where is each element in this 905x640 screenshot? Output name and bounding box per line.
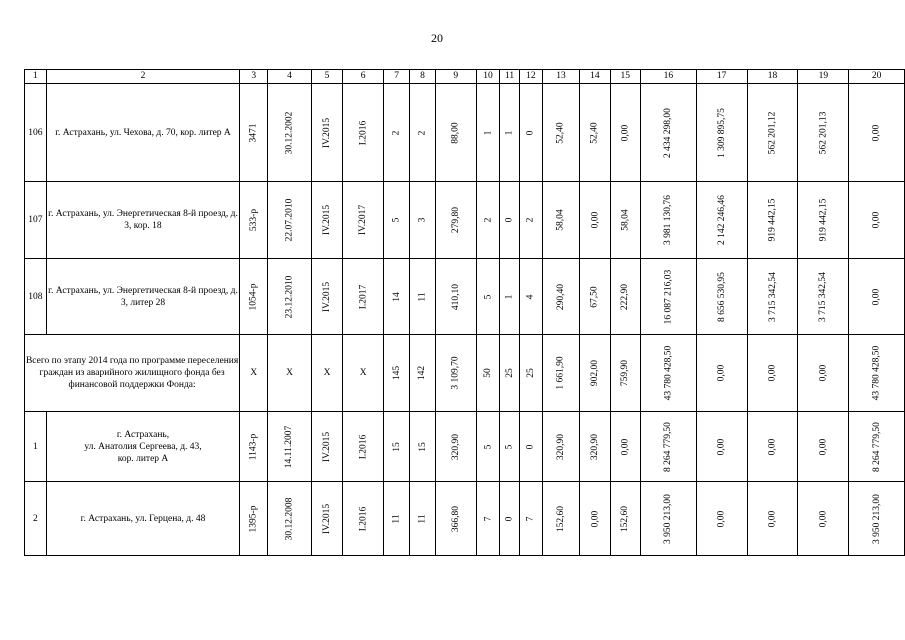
planned-start: IV.2015 bbox=[322, 431, 333, 462]
value-cell: 52,40 bbox=[556, 121, 566, 144]
table-cell bbox=[798, 259, 849, 335]
table-cell bbox=[580, 259, 610, 335]
value-cell: 562 201,13 bbox=[818, 111, 829, 154]
header-cell: 8 bbox=[410, 70, 436, 84]
table-cell bbox=[476, 335, 500, 412]
address-line: ул. Анатолия Сергеева, д. 43, bbox=[84, 441, 202, 452]
value-cell: 0,00 bbox=[620, 124, 631, 141]
table-cell bbox=[500, 482, 520, 556]
value-cell: 15 bbox=[391, 441, 402, 452]
planned-end: I.2017 bbox=[358, 284, 369, 309]
table-cell bbox=[542, 482, 579, 556]
row-number: 107 bbox=[25, 182, 47, 259]
address-cell: г. Астрахань, ул. Чехова, д. 70, кор. литер А bbox=[46, 84, 239, 182]
value-cell: 52,40 bbox=[589, 121, 600, 144]
planned-start: IV.2015 bbox=[322, 503, 333, 534]
table-cell bbox=[343, 84, 384, 182]
header-cell: 9 bbox=[435, 70, 476, 84]
address-line: г. Астрахань, bbox=[116, 429, 170, 440]
table-cell bbox=[747, 259, 798, 335]
value-cell: X bbox=[359, 368, 367, 378]
header-cell: 1 bbox=[25, 70, 47, 84]
header-cell: 10 bbox=[476, 70, 500, 84]
value-cell: 3 950 213,00 bbox=[663, 493, 674, 544]
table-cell bbox=[268, 259, 312, 335]
value-cell: 3 715 342,54 bbox=[818, 271, 829, 322]
table-cell bbox=[410, 259, 436, 335]
value-cell: 7 bbox=[525, 516, 536, 521]
table-cell bbox=[747, 482, 798, 556]
table-cell bbox=[343, 482, 384, 556]
table-cell bbox=[798, 412, 849, 482]
value-cell: 320,90 bbox=[556, 433, 566, 460]
value-cell: 152,60 bbox=[620, 505, 631, 532]
table-cell bbox=[747, 412, 798, 482]
table-cell bbox=[240, 259, 268, 335]
page-number: 20 bbox=[431, 31, 443, 45]
value-cell: 562 201,12 bbox=[767, 111, 778, 154]
table-cell bbox=[696, 335, 747, 412]
table-cell bbox=[268, 412, 312, 482]
table-cell bbox=[343, 259, 384, 335]
value-cell: 3 bbox=[417, 217, 428, 223]
value-cell: 0,00 bbox=[589, 510, 600, 527]
table-cell bbox=[311, 84, 342, 182]
table-cell bbox=[240, 84, 268, 182]
table-cell bbox=[435, 412, 476, 482]
value-cell: 0,00 bbox=[716, 364, 727, 382]
table-cell bbox=[610, 259, 640, 335]
value-cell: 43 780 428,50 bbox=[663, 345, 674, 401]
table-cell bbox=[542, 335, 579, 412]
value-cell: 0,00 bbox=[871, 211, 882, 229]
header-cell: 19 bbox=[798, 70, 849, 84]
table-cell bbox=[519, 412, 542, 482]
header-cell: 20 bbox=[849, 70, 905, 84]
value-cell: 919 442,15 bbox=[818, 198, 829, 242]
table-cell bbox=[343, 335, 384, 412]
header-cell: 2 bbox=[46, 70, 239, 84]
header-cell: 3 bbox=[240, 70, 268, 84]
table-cell bbox=[476, 259, 500, 335]
table-cell bbox=[476, 482, 500, 556]
table-cell bbox=[580, 482, 610, 556]
table-cell bbox=[641, 482, 697, 556]
row-number: 1 bbox=[25, 412, 47, 482]
table-cell bbox=[311, 259, 342, 335]
value-cell: 0,00 bbox=[818, 510, 829, 527]
table-cell bbox=[798, 482, 849, 556]
table-cell bbox=[268, 84, 312, 182]
planned-end: I.2016 bbox=[358, 434, 369, 459]
table-cell bbox=[435, 482, 476, 556]
value-cell: 5 bbox=[391, 217, 402, 223]
table-cell bbox=[410, 335, 436, 412]
value-cell: 1 309 895,75 bbox=[716, 107, 727, 158]
table-cell bbox=[384, 182, 410, 259]
value-cell: 11 bbox=[417, 291, 428, 302]
table-cell bbox=[542, 182, 579, 259]
table-cell bbox=[610, 482, 640, 556]
table-row bbox=[25, 182, 905, 259]
table-cell bbox=[343, 182, 384, 259]
planned-start: IV.2015 bbox=[322, 117, 333, 148]
table-row bbox=[25, 84, 905, 182]
value-cell: 2 bbox=[525, 217, 536, 223]
table-cell bbox=[849, 259, 905, 335]
table-cell bbox=[696, 482, 747, 556]
header-cell: 4 bbox=[268, 70, 312, 84]
value-cell: 2 434 298,00 bbox=[663, 107, 674, 158]
header-cell: 16 bbox=[641, 70, 697, 84]
table-cell bbox=[410, 84, 436, 182]
decision-date: 23.12.2010 bbox=[284, 275, 295, 318]
value-cell: 0,00 bbox=[767, 438, 778, 455]
table-cell bbox=[435, 259, 476, 335]
value-cell: 67,50 bbox=[589, 285, 600, 308]
address-cell: г. Астрахань, ул. Герцена, д. 48 bbox=[46, 482, 239, 556]
table-cell bbox=[747, 335, 798, 412]
decision-number: 1143-р bbox=[248, 433, 259, 460]
table-cell bbox=[500, 412, 520, 482]
value-cell: 58,04 bbox=[556, 209, 566, 231]
row-number: 108 bbox=[25, 259, 47, 335]
value-cell: 14 bbox=[391, 291, 402, 302]
table-cell bbox=[798, 182, 849, 259]
table-cell bbox=[696, 182, 747, 259]
table-cell bbox=[240, 482, 268, 556]
table-cell bbox=[476, 182, 500, 259]
table-cell bbox=[435, 84, 476, 182]
value-cell: 290,40 bbox=[556, 283, 566, 310]
value-cell: 8 264 779,50 bbox=[663, 421, 674, 472]
value-cell: X bbox=[250, 368, 258, 378]
value-cell: 0,00 bbox=[871, 124, 882, 141]
table-cell bbox=[519, 335, 542, 412]
value-cell: 0,00 bbox=[716, 438, 727, 455]
decision-date: 30.12.2008 bbox=[284, 497, 295, 540]
value-cell: 2 bbox=[417, 130, 428, 135]
value-cell: 0,00 bbox=[620, 438, 631, 455]
value-cell: 2 bbox=[483, 217, 493, 223]
table-cell bbox=[580, 412, 610, 482]
header-cell: 11 bbox=[500, 70, 520, 84]
table-cell bbox=[410, 482, 436, 556]
address-cell bbox=[46, 412, 239, 482]
value-cell: 0,00 bbox=[818, 438, 829, 455]
total-label: Всего по этапу 2014 года по программе переселения граждан из аварийного жилищного фонда без финансовой поддержки Фонда: bbox=[25, 335, 240, 412]
value-cell: X bbox=[286, 368, 293, 378]
table-cell bbox=[500, 182, 520, 259]
decision-date: 14.11.2007 bbox=[284, 425, 295, 468]
value-cell: 25 bbox=[504, 368, 515, 378]
table-cell bbox=[343, 412, 384, 482]
value-cell: 222,90 bbox=[620, 283, 631, 310]
value-cell: 2 bbox=[391, 130, 402, 135]
table-cell bbox=[311, 335, 342, 412]
table-cell bbox=[384, 335, 410, 412]
table-cell bbox=[849, 182, 905, 259]
resettlement-table bbox=[24, 69, 905, 556]
table-cell bbox=[311, 182, 342, 259]
value-cell: 919 442,15 bbox=[767, 198, 778, 242]
address-cell: г. Астрахань, ул. Энергетическая 8-й проезд, д. 3, литер 28 bbox=[46, 259, 239, 335]
table-cell bbox=[519, 84, 542, 182]
table-cell bbox=[747, 182, 798, 259]
table-cell bbox=[311, 482, 342, 556]
value-cell: X bbox=[323, 368, 331, 378]
table-cell bbox=[384, 259, 410, 335]
value-cell: 152,60 bbox=[556, 505, 566, 532]
value-cell: 0,00 bbox=[767, 510, 778, 527]
row-number: 2 bbox=[25, 482, 47, 556]
value-cell: 1 661,90 bbox=[556, 356, 566, 390]
table-cell bbox=[311, 412, 342, 482]
value-cell: 902,00 bbox=[589, 359, 600, 387]
table-cell bbox=[476, 84, 500, 182]
table-cell bbox=[610, 182, 640, 259]
table-cell bbox=[500, 335, 520, 412]
table-cell bbox=[435, 182, 476, 259]
decision-number: 1054-р bbox=[248, 283, 259, 310]
value-cell: 320,90 bbox=[589, 433, 600, 460]
table-cell bbox=[641, 259, 697, 335]
table-cell bbox=[240, 335, 268, 412]
value-cell: 0 bbox=[504, 217, 515, 223]
value-cell: 0,00 bbox=[818, 364, 829, 382]
value-cell: 58,04 bbox=[620, 209, 631, 231]
table-cell bbox=[384, 84, 410, 182]
address-cell: г. Астрахань, ул. Энергетическая 8-й проезд, д. 3, кор. 18 bbox=[46, 182, 239, 259]
table-cell bbox=[696, 84, 747, 182]
table-row bbox=[25, 412, 905, 482]
value-cell: 7 bbox=[483, 516, 493, 521]
value-cell: 3 981 130,76 bbox=[663, 195, 674, 245]
table-cell bbox=[641, 412, 697, 482]
value-cell: 0,00 bbox=[716, 510, 727, 527]
table-cell bbox=[580, 182, 610, 259]
header-cell: 12 bbox=[519, 70, 542, 84]
decision-date: 22.07.2010 bbox=[284, 198, 295, 242]
table-cell bbox=[849, 482, 905, 556]
table-cell bbox=[435, 335, 476, 412]
table-cell bbox=[542, 412, 579, 482]
value-cell: 410,10 bbox=[450, 283, 461, 310]
total-row bbox=[25, 335, 905, 412]
decision-number: 1395-р bbox=[248, 505, 259, 532]
value-cell: 2 142 246,46 bbox=[716, 195, 727, 245]
table-cell bbox=[500, 84, 520, 182]
value-cell: 50 bbox=[483, 368, 493, 378]
table-cell bbox=[849, 84, 905, 182]
table-cell bbox=[519, 182, 542, 259]
header-cell: 5 bbox=[311, 70, 342, 84]
value-cell: 3 950 213,00 bbox=[871, 493, 882, 544]
table-cell bbox=[268, 482, 312, 556]
planned-end: IV.2017 bbox=[358, 204, 369, 236]
value-cell: 15 bbox=[417, 441, 428, 452]
header-cell: 13 bbox=[542, 70, 579, 84]
table-cell bbox=[641, 335, 697, 412]
value-cell: 759,90 bbox=[620, 359, 631, 387]
table-cell bbox=[580, 84, 610, 182]
value-cell: 0,00 bbox=[589, 211, 600, 229]
table-cell bbox=[268, 335, 312, 412]
value-cell: 0 bbox=[504, 516, 515, 521]
table-cell bbox=[268, 182, 312, 259]
table-cell bbox=[747, 84, 798, 182]
value-cell: 1 bbox=[504, 294, 515, 299]
table-cell bbox=[798, 335, 849, 412]
value-cell: 3 715 342,54 bbox=[767, 271, 778, 322]
table-row bbox=[25, 482, 905, 556]
value-cell: 88,00 bbox=[450, 121, 461, 144]
decision-number: 533-р bbox=[248, 208, 259, 232]
planned-end: I.2016 bbox=[358, 120, 369, 145]
value-cell: 5 bbox=[504, 444, 515, 449]
table-cell bbox=[410, 182, 436, 259]
value-cell: 0 bbox=[525, 130, 536, 135]
value-cell: 320,90 bbox=[450, 433, 461, 460]
value-cell: 3 109,70 bbox=[450, 356, 461, 390]
header-cell: 18 bbox=[747, 70, 798, 84]
header-cell: 17 bbox=[696, 70, 747, 84]
table-cell bbox=[384, 412, 410, 482]
planned-start: IV.2015 bbox=[322, 281, 333, 312]
table-cell bbox=[580, 335, 610, 412]
table-cell bbox=[641, 84, 697, 182]
table-cell bbox=[384, 482, 410, 556]
table-cell bbox=[410, 412, 436, 482]
value-cell: 8 656 530,95 bbox=[716, 271, 727, 322]
value-cell: 1 bbox=[504, 130, 515, 135]
table-cell bbox=[641, 182, 697, 259]
value-cell: 279,80 bbox=[450, 206, 461, 234]
table-cell bbox=[519, 482, 542, 556]
row-number: 106 bbox=[25, 84, 47, 182]
header-cell: 14 bbox=[580, 70, 610, 84]
value-cell: 142 bbox=[417, 365, 428, 381]
table-cell bbox=[849, 335, 905, 412]
value-cell: 5 bbox=[483, 444, 493, 449]
value-cell: 43 780 428,50 bbox=[871, 345, 882, 401]
value-cell: 11 bbox=[417, 513, 428, 524]
value-cell: 1 bbox=[483, 130, 493, 135]
value-cell: 366,80 bbox=[450, 505, 461, 532]
table-cell bbox=[542, 259, 579, 335]
table-cell bbox=[610, 412, 640, 482]
value-cell: 145 bbox=[391, 365, 402, 381]
value-cell: 0,00 bbox=[767, 364, 778, 382]
header-cell: 7 bbox=[384, 70, 410, 84]
table-cell bbox=[240, 182, 268, 259]
value-cell: 16 087 216,03 bbox=[663, 269, 674, 324]
table-cell bbox=[240, 412, 268, 482]
planned-start: IV.2015 bbox=[322, 204, 333, 236]
table-cell bbox=[610, 84, 640, 182]
planned-end: I.2016 bbox=[358, 506, 369, 531]
header-row bbox=[25, 70, 905, 84]
table-cell bbox=[476, 412, 500, 482]
table-cell bbox=[849, 412, 905, 482]
header-cell: 6 bbox=[343, 70, 384, 84]
decision-number: 3471 bbox=[248, 123, 259, 142]
table-row bbox=[25, 259, 905, 335]
table-cell bbox=[519, 259, 542, 335]
value-cell: 25 bbox=[525, 368, 536, 378]
value-cell: 0,00 bbox=[871, 288, 882, 305]
table-cell bbox=[500, 259, 520, 335]
value-cell: 0 bbox=[525, 444, 536, 449]
header-cell: 15 bbox=[610, 70, 640, 84]
decision-date: 30.12.2002 bbox=[284, 111, 295, 154]
table-cell bbox=[696, 259, 747, 335]
value-cell: 8 264 779,50 bbox=[871, 421, 882, 472]
value-cell: 4 bbox=[525, 294, 536, 299]
table-cell bbox=[542, 84, 579, 182]
table-cell bbox=[696, 412, 747, 482]
table-cell bbox=[798, 84, 849, 182]
value-cell: 5 bbox=[483, 294, 493, 299]
table-cell bbox=[610, 335, 640, 412]
value-cell: 11 bbox=[391, 513, 402, 524]
address-line: кор. литер А bbox=[117, 453, 169, 464]
